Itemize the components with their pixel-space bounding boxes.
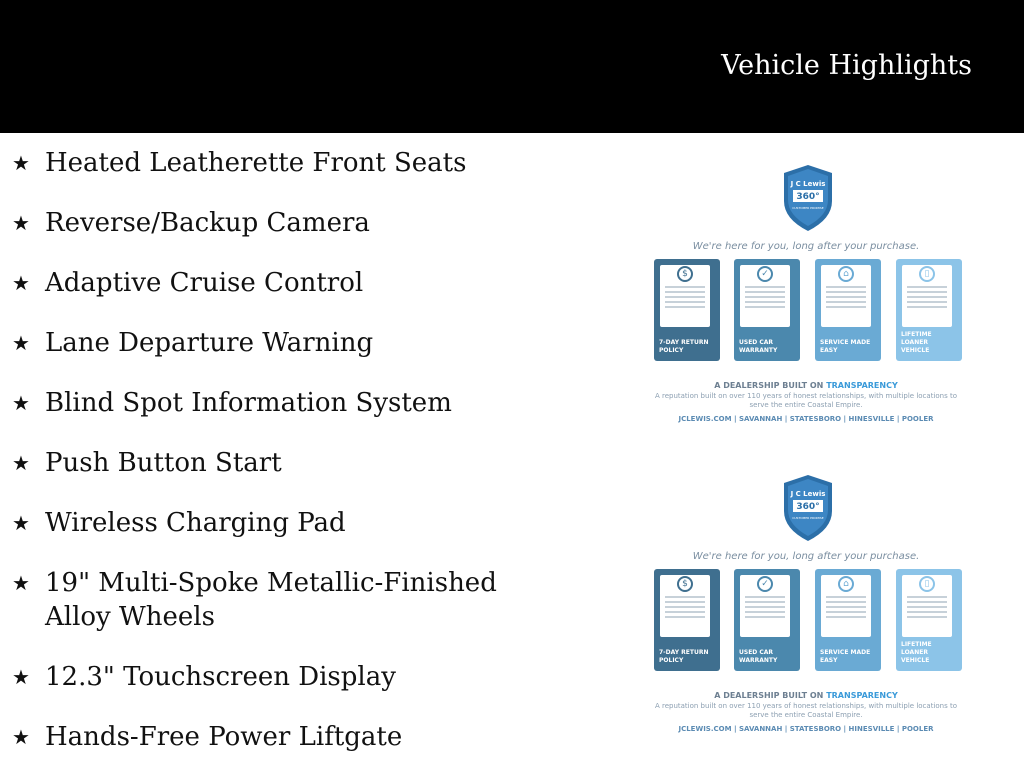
feature-label: Push Button Start (45, 448, 282, 478)
feature-item (12, 206, 532, 240)
card-label: LIFETIME LOANER VEHICLE (901, 331, 932, 354)
feature-item (12, 266, 532, 300)
brand-text: J C Lewis (790, 490, 826, 498)
tagline: We're here for you, long after your purchase. (692, 551, 920, 562)
reputation-text: A reputation built on over 110 years of honest relationships, with multiple locations to serve the entire Coastal Empire. (654, 392, 958, 409)
badge-text: 360° (796, 192, 820, 202)
star-icon: ★ (12, 151, 30, 175)
check-badge-icon: ✓ (757, 266, 773, 282)
feature-item (12, 386, 532, 420)
feature-label: Lane Departure Warning (45, 328, 374, 358)
feature-item (12, 446, 532, 480)
promise-card (734, 569, 800, 671)
promise-card (815, 259, 881, 361)
card-label: 7-DAY RETURN POLICY (659, 649, 709, 664)
card-label: LIFETIME LOANER VEHICLE (901, 641, 932, 664)
feature-item (12, 720, 532, 754)
feature-item (12, 146, 532, 180)
promise-card (815, 569, 881, 671)
tagline: We're here for you, long after your purchase. (692, 241, 920, 252)
check-badge-icon: ✓ (757, 576, 773, 592)
badge-sub-text: CUSTOMER PROMISE (792, 516, 824, 520)
phone-icon: ▯ (919, 576, 935, 592)
star-icon: ★ (12, 665, 30, 689)
promise-card (654, 569, 720, 671)
phone-icon: ▯ (919, 266, 935, 282)
card-label: SERVICE MADE EASY (820, 649, 871, 664)
star-icon: ★ (12, 331, 30, 355)
star-icon: ★ (12, 451, 30, 475)
feature-label: Heated Leatherette Front Seats (45, 148, 467, 178)
house-icon: ⌂ (838, 576, 854, 592)
brand-text: J C Lewis (790, 180, 826, 188)
locations-line: JCLEWIS.COM | SAVANNAH | STATESBORO | HINESVILLE | POOLER (678, 725, 934, 733)
shield-logo-icon (780, 473, 836, 543)
card-label: 7-DAY RETURN POLICY (659, 339, 709, 354)
transparency-heading: A DEALERSHIP BUILT ON TRANSPARENCY (714, 691, 898, 700)
reputation-text: A reputation built on over 110 years of honest relationships, with multiple locations to serve the entire Coastal Empire. (654, 702, 958, 719)
star-icon: ★ (12, 271, 30, 295)
feature-item (12, 506, 532, 540)
promise-cards (654, 569, 962, 671)
dollar-icon: $ (677, 266, 693, 282)
house-icon: ⌂ (838, 266, 854, 282)
feature-item (12, 660, 532, 694)
promise-card (896, 569, 962, 671)
feature-label: Adaptive Cruise Control (45, 268, 364, 298)
customer-promise-graphic (650, 163, 962, 423)
transparency-heading: A DEALERSHIP BUILT ON TRANSPARENCY (714, 381, 898, 390)
feature-item (12, 566, 532, 634)
feature-label: Reverse/Backup Camera (45, 208, 370, 238)
shield-logo-icon (780, 163, 836, 233)
card-label: USED CAR WARRANTY (739, 339, 778, 354)
star-icon: ★ (12, 725, 30, 749)
promise-cards (654, 259, 962, 361)
star-icon: ★ (12, 391, 30, 415)
header-bar (0, 0, 1024, 133)
feature-label: 19" Multi-Spoke Metallic-Finished Alloy Wheels (45, 568, 497, 632)
star-icon: ★ (12, 511, 30, 535)
promise-card (734, 259, 800, 361)
promise-card (896, 259, 962, 361)
star-icon: ★ (12, 211, 30, 235)
locations-line: JCLEWIS.COM | SAVANNAH | STATESBORO | HINESVILLE | POOLER (678, 415, 934, 423)
promise-card (654, 259, 720, 361)
page-title: Vehicle Highlights (721, 50, 972, 81)
feature-label: Blind Spot Information System (45, 388, 452, 418)
star-icon: ★ (12, 571, 30, 595)
feature-label: 12.3" Touchscreen Display (45, 662, 396, 692)
feature-item (12, 326, 532, 360)
feature-label: Wireless Charging Pad (45, 508, 346, 538)
feature-label: Hands-Free Power Liftgate (45, 722, 403, 752)
customer-promise-graphic (650, 473, 962, 733)
badge-text: 360° (796, 502, 820, 512)
card-label: SERVICE MADE EASY (820, 339, 871, 354)
badge-sub-text: CUSTOMER PROMISE (792, 206, 824, 210)
card-label: USED CAR WARRANTY (739, 649, 778, 664)
dollar-icon: $ (677, 576, 693, 592)
feature-list (12, 146, 532, 780)
